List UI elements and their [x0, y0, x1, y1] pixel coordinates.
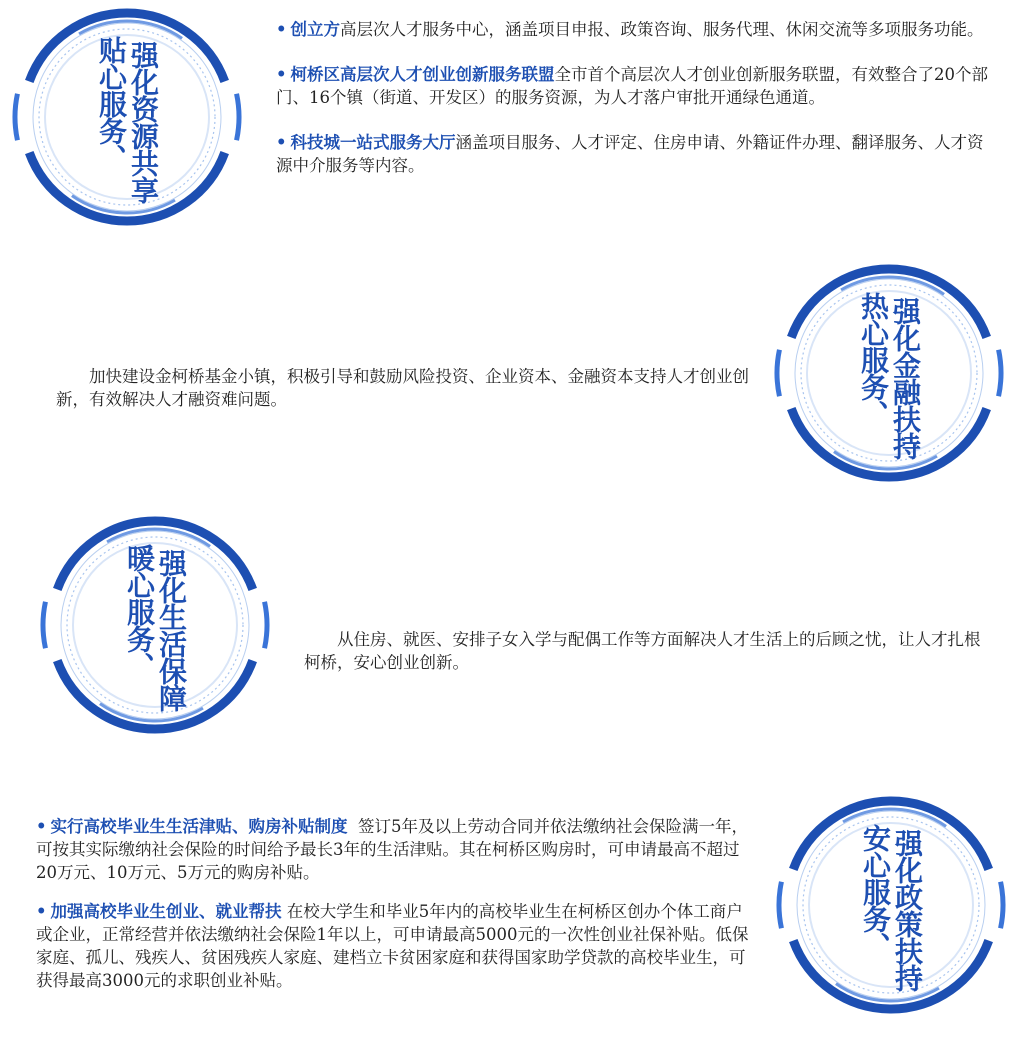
badge-title-line2: 热心服务、 [857, 291, 890, 427]
item-text: 全市首个高层次人才创业创新服务联盟，有效整合了20个部门、16个镇（街道、开发区）的服务资源，为人才落户审批开通绿色通道。 [276, 65, 989, 107]
badge-title-line1: 强化政策扶持 [891, 829, 924, 991]
badge-title-line1: 强化生活保障 [155, 549, 188, 711]
section3-content [304, 628, 988, 674]
badge-policy-support [776, 790, 1006, 1020]
section4-content [36, 815, 758, 992]
badge-title-line2: 暖心服务、 [123, 543, 156, 679]
list-item: • 实行高校毕业生生活津贴、购房补贴制度 签订5年及以上劳动合同并依法缴纳社会保险满一年，可按其实际缴纳社会保险的时间给予最长3年的生活津贴。其在柯桥区购房时，可申请最高不超过20万元、10万元、5万元的购房补贴。 [36, 817, 749, 882]
item-text: 涵盖项目服务、人才评定、住房申请、外籍证件办理、翻译服务、人才资源中介服务等内容。 [276, 133, 984, 175]
item-title: 创立方 [290, 20, 341, 39]
item-title: 加强高校毕业生创业、就业帮扶 [50, 902, 282, 921]
badge-title-line1: 强化金融扶持 [889, 297, 922, 459]
badge-title-line1: 强化资源共享 [127, 41, 160, 203]
badge-title-line2: 贴心服务、 [95, 35, 128, 171]
section2-content [56, 365, 756, 411]
list-item: • 创立方高层次人才服务中心，涵盖项目申报、政策咨询、服务代理、休闲交流等多项服务功能。 [276, 20, 984, 39]
badge-living-support [40, 510, 270, 740]
list-item: • 加强高校毕业生创业、就业帮扶 在校大学生和毕业5年内的高校毕业生在柯桥区创办个体工商户或企业，正常经营并依法缴纳社会保险1年以上，可申请最高5000元的一次性创业社保补贴。低保家庭、孤儿、残疾人、贫困残疾人家庭、建档立卡贫困家庭和获得国家助学贷款的高校毕业生，可获得最高3000元的求职创业补贴。 [36, 902, 749, 990]
list-item: • 科技城一站式服务大厅涵盖项目服务、人才评定、住房申请、外籍证件办理、翻译服务、人才资源中介服务等内容。 [276, 133, 984, 175]
item-title: 实行高校毕业生生活津贴、购房补贴制度 [50, 817, 348, 836]
list-item: • 柯桥区高层次人才创业创新服务联盟全市首个高层次人才创业创新服务联盟，有效整合了20个部门、16个镇（街道、开发区）的服务资源，为人才落户审批开通绿色通道。 [276, 65, 989, 107]
badge-resource-sharing [12, 2, 242, 232]
item-text: 签订5年及以上劳动合同并依法缴纳社会保险满一年，可按其实际缴纳社会保险的时间给予最长3年的生活津贴。其在柯桥区购房时，可申请最高不超过20万元、10万元、5万元的购房补贴。 [36, 817, 749, 882]
item-text: 在校大学生和毕业5年内的高校毕业生在柯桥区创办个体工商户或企业，正常经营并依法缴纳社会保险1年以上，可申请最高5000元的一次性创业社保补贴。低保家庭、孤儿、残疾人、贫困残疾人家庭、建档立卡贫困家庭和获得国家助学贷款的高校毕业生，可获得最高3000元的求职创业补贴。 [36, 902, 749, 990]
paragraph: 从住房、就医、安排子女入学与配偶工作等方面解决人才生活上的后顾之忧，让人才扎根柯桥，安心创业创新。 [304, 630, 981, 672]
section1-content [276, 18, 998, 177]
paragraph: 加快建设金柯桥基金小镇，积极引导和鼓励风险投资、企业资本、金融资本支持人才创业创新，有效解决人才融资难问题。 [56, 367, 749, 409]
badge-financial-support [774, 258, 1004, 488]
item-title: 柯桥区高层次人才创业创新服务联盟 [290, 65, 555, 84]
item-title: 科技城一站式服务大厅 [290, 133, 456, 152]
item-text: 高层次人才服务中心，涵盖项目申报、政策咨询、服务代理、休闲交流等多项服务功能。 [340, 20, 984, 39]
badge-title-line2: 安心服务、 [859, 823, 892, 959]
